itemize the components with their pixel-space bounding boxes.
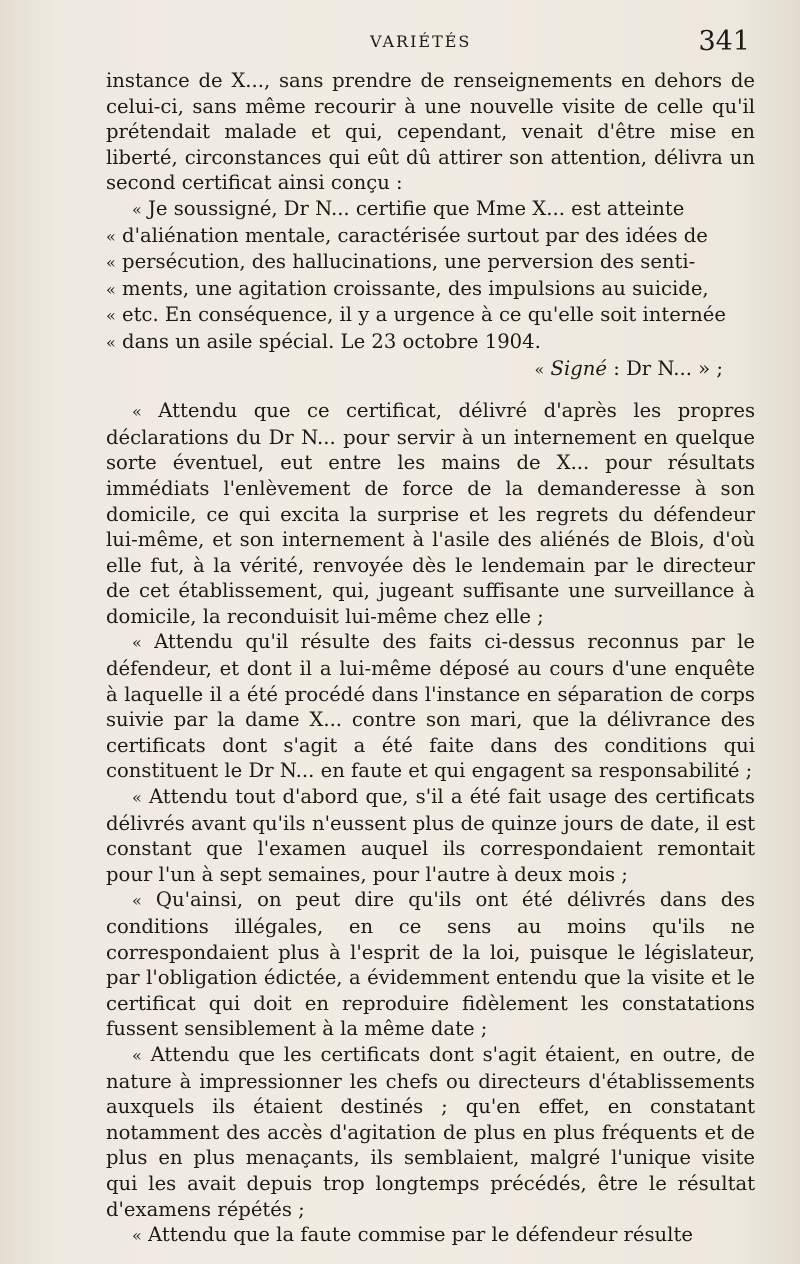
open-quote: « xyxy=(106,332,116,352)
quoted-certificate-line-1: « Je soussigné, Dr N... certifie que Mme X... est atteinte xyxy=(132,196,685,220)
open-quote: « xyxy=(132,199,142,219)
open-quote: « xyxy=(106,306,116,326)
signature-rest: : Dr N... » ; xyxy=(613,356,723,380)
open-quote: « xyxy=(106,253,116,273)
quoted-certificate-line-2: « d'aliénation mentale, caractérisée surtout par des idées de xyxy=(106,223,708,247)
open-quote: « xyxy=(132,788,142,808)
paragraph-continuation: instance de X..., sans prendre de renseignements en dehors de celui-ci, sans même recourir à une nouvelle visite de celle qu'il prétendait malade et qui, cependant, venait d'être mise en liberté, circonstances qui eût dû attirer son attention, délivra un second certificat ainsi conçu : xyxy=(106,69,755,195)
quoted-certificate-line-4: « ments, une agitation croissante, des impulsions au suicide, xyxy=(106,276,709,300)
open-quote: « xyxy=(132,402,142,422)
paragraph-attendu-5: « Attendu que la faute commise par le défendeur résulte xyxy=(132,1223,693,1247)
open-quote: « xyxy=(534,359,545,379)
signature-word: Signé xyxy=(550,356,607,380)
open-quote: « xyxy=(132,891,142,911)
quoted-certificate-line-6: « dans un asile spécial. Le 23 octobre 1904. xyxy=(106,329,541,353)
open-quote: « xyxy=(106,226,116,246)
certificate-signature xyxy=(106,356,755,383)
running-title: VARIÉTÉS xyxy=(370,32,472,51)
body-text xyxy=(106,68,755,1249)
open-quote: « xyxy=(106,279,116,299)
open-quote: « xyxy=(132,633,142,653)
open-quote: « xyxy=(132,1045,142,1065)
paragraph-attendu-1: « Attendu que ce certificat, délivré d'après les propres déclarations du Dr N... pour servir à un internement en quelque sorte éventuel, eut entre les mains de X... pour résultats immédiats l'enlèvement de force de la demanderesse à son domicile, ce qui excita la surprise et les regrets du défendeur lui-même, et son internement à l'asile des aliénés de Blois, d'où elle fut, à la vérité, renvoyée dès le lendemain par le directeur de cet établissement, qui, jugeant suffisante une surveillance à domicile, la reconduisit lui-même chez elle ; xyxy=(106,399,755,628)
quoted-certificate-line-5: « etc. En conséquence, il y a urgence à ce qu'elle soit internée xyxy=(106,303,726,327)
paragraph-attendu-4: « Attendu que les certificats dont s'agit étaient, en outre, de nature à impressionner les chefs ou directeurs d'établissements auxquels ils étaient destinés ; qu'en effet, en constatant notamment des accès d'agitation de plus en plus fréquents et de plus en plus menaçants, ils semblaient, malgré l'unique visite qui les avait depuis trop longtemps précédés, être le résultat d'examens répétés ; xyxy=(106,1042,756,1221)
page-number: 341 xyxy=(698,26,750,57)
quoted-certificate-line-3: « persécution, des hallucinations, une perversion des senti- xyxy=(106,250,696,274)
open-quote: « xyxy=(132,1226,142,1246)
paragraph-attendu-3: « Attendu tout d'abord que, s'il a été fait usage des certificats délivrés avant qu'ils n'eussent plus de quinze jours de date, il est constant que l'examen auquel ils correspondaient remontait pour l'un à sept semaines, pour l'autre à deux mois ; xyxy=(106,785,755,886)
paragraph-qu-ainsi: « Qu'ainsi, on peut dire qu'ils ont été délivrés dans des conditions illégales, en ce sens au moins qu'ils ne correspondaient plus à l'esprit de la loi, puisque le législateur, par l'obligation édictée, a évidemment entendu que la visite et le certificat qui doit en reproduire fidèlement les constatations fussent sensiblement à la même date ; xyxy=(106,888,755,1041)
paragraph-gap xyxy=(106,382,755,398)
paragraph-attendu-2: « Attendu qu'il résulte des faits ci-dessus reconnus par le défendeur, et dont il a lui-même déposé au cours d'une enquête à laquelle il a été procédé dans l'instance en séparation de corps suivie par la dame X... contre son mari, que la délivrance des certificats dont s'agit a été faite dans des conditions qui constituent le Dr N... en faute et qui engagent sa responsabilité ; xyxy=(106,630,755,783)
